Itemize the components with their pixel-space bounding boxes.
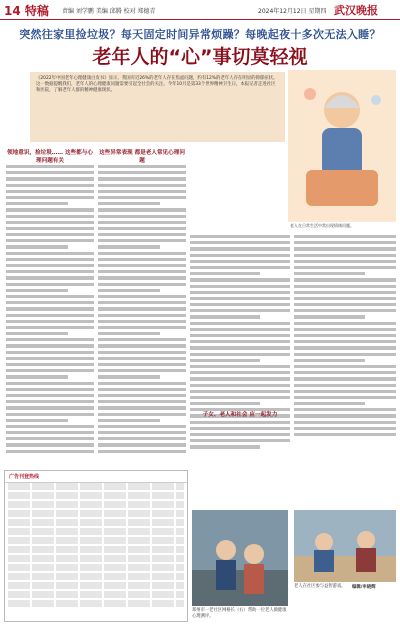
section-heading-4: 子女、老人和社会 应一起发力: [202, 412, 278, 418]
editor-credits: 责编 刘学鹏 美编 邱腾 校对 郑德青: [62, 8, 156, 15]
body-column-2: [98, 165, 186, 465]
newspaper-logo: 武汉晚报: [334, 4, 378, 17]
masthead: [0, 0, 400, 20]
editor-credit: 编辑/申晓辉: [352, 585, 376, 590]
community-photo-right: [294, 510, 396, 582]
elderly-illustration-icon: [288, 70, 396, 220]
body-column-1: [6, 165, 94, 465]
kicker: 突然往家里捡垃圾？每天固定时间异常烦躁？每晚起夜十多次无法入睡？: [19, 28, 381, 41]
lead-paragraph: 《2022年中国老年心理健康白皮书》显示，我国有近26%的老年人存在焦虑问题，约有12%的老年人存在明显的抑郁症状。这一数据提醒我们，老年人的心理健康问题需要引起全社会的关注。今年10月是第33个世界精神卫生日，本报记者走进社区和医院，了解老年人群的精神健康现状。: [30, 72, 285, 142]
community-photo-left: [192, 510, 288, 606]
photo-caption-left: 郑州市一老社区网格长（右）帮助一位老人做健康心理测评。: [192, 608, 287, 619]
illustration: [288, 70, 396, 230]
issue-date: 2024年12月12日 星期四: [258, 8, 327, 15]
headline: 老年人的“心”事切莫轻视: [92, 46, 308, 68]
illustration-caption: 老人在日常生活中常出现情绪问题。: [288, 222, 396, 230]
page-number: 14 特稿: [4, 4, 49, 18]
advert-header: 广告刊登热线: [5, 471, 187, 483]
advert-grid: [8, 483, 184, 618]
photo-icon: [192, 510, 288, 606]
section-heading-2: 这些异常表现 都是老人常见心理问题: [99, 150, 185, 164]
photo-caption-right: 老人在社区参与益智游戏。: [294, 584, 346, 589]
section-heading-1: 领地意识，捡垃圾…… 这些都与心理问题有关: [7, 150, 93, 164]
advert-block: [4, 470, 188, 622]
photo-icon: [294, 510, 396, 582]
